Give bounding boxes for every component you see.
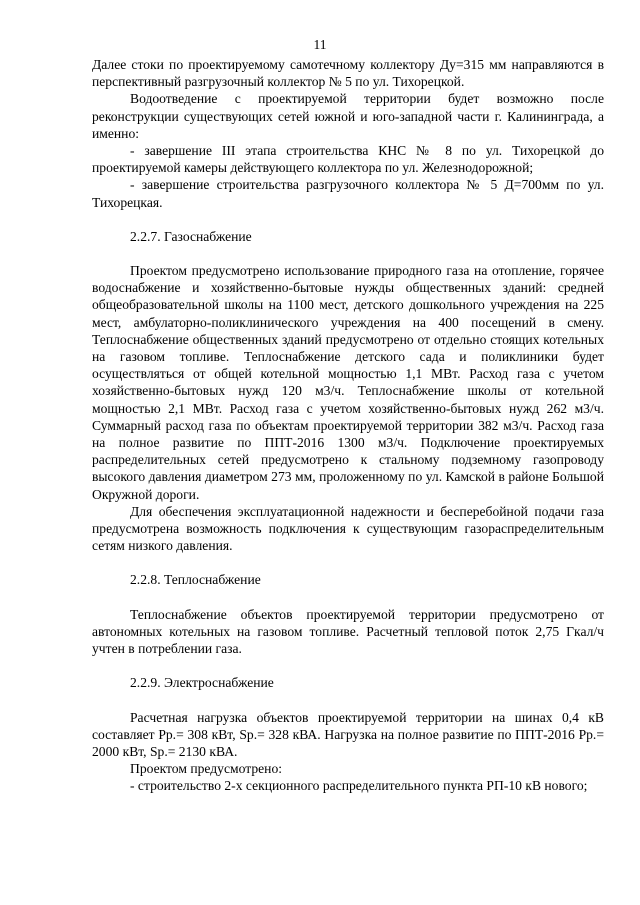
paragraph-project-provides: Проектом предусмотрено: xyxy=(130,761,283,777)
document-body xyxy=(92,56,604,795)
section-heading-power-supply: 2.2.9. Электроснабжение xyxy=(130,675,274,691)
paragraph-heat-supply: Теплоснабжение объектов проектируемой территории предусмотрено от автономных котельных на газовом топливе. Расчетный тепловой поток 2,75 Гкал/ч учтен в потреблении газа. xyxy=(92,606,604,657)
paragraph-sewage-reconstruction: Водоотведение с проектируемой территории будет возможно после реконструкции существующих сетей южной и юго-западной части г. Калининграда, а именно: xyxy=(92,91,604,141)
list-item-rp10: - строительство 2-х секционного распределительного пункта РП-10 кВ нового; xyxy=(130,778,588,794)
paragraph-gas-reliability: Для обеспечения эксплуатационной надежности и бесперебойной подачи газа предусмотрена возможность подключения к существующим газораспределительным сетям низкого давления. xyxy=(92,503,604,554)
paragraph-power-load: Расчетная нагрузка объектов проектируемой территории на шинах 0,4 кВ составляет Рр.= 308 кВт, Sр.= 328 кВА. Нагрузка на полное развитие по ППТ-2016 Рр.= 2000 кВт, Sр.= 2130 кВА. xyxy=(92,709,604,759)
section-heading-heat-supply: 2.2.8. Теплоснабжение xyxy=(130,572,261,588)
section-heading-gas-supply: 2.2.7. Газоснабжение xyxy=(130,228,252,244)
list-item-kns8: - завершение III этапа строительства КНС № 8 по ул. Тихорецкой до проектируемой камеры действующего коллектора по ул. Железнодорожной; xyxy=(92,143,604,176)
list-item-collector5: - завершение строительства разгрузочного коллектора № 5 Д=700мм по ул. Тихорецкая. xyxy=(92,177,604,210)
paragraph-gas-supply: Проектом предусмотрено использование природного газа на отопление, горячее водоснабжение и хозяйственно-бытовые нужды общественных зданий: средней общеобразовательной школы на 1100 мест, детского дошкольного учреждения на 225 мест, амбулаторно-поликлинического учреждения на 400 посещений в смену. Теплоснабжение общественных зданий предусмотрено от отдельно стоящих котельных на газовом топливе. Теплоснабжение детского сада и поликлиники будет осуществляться от общей котельной мощностью 1,1 МВт. Расход газа с учетом хозяйственно-бытовых нужд 120 м3/ч. Теплоснабжение школы от котельной мощностью 2,1 МВт. Расход газа с учетом хозяйственно-бытовых нужд 262 м3/ч. Суммарный расход газа по объектам проектируемой территории 382 м3/ч. Расход газа на полное развитие по ППТ-2016 1300 м3/ч. Подключение проектируемых распределительных сетей предусмотрено к стальному подземному газопроводу высокого давления диаметром 273 мм, проложенному по ул. Камской в районе Большой Окружной дороги. xyxy=(92,263,604,502)
page-number: 11 xyxy=(313,37,327,52)
paragraph-sewage-routing: Далее стоки по проектируемому самотечному коллектору Ду=315 мм направляются в перспективный разгрузочный коллектор № 5 по ул. Тихорецкой. xyxy=(92,57,604,90)
